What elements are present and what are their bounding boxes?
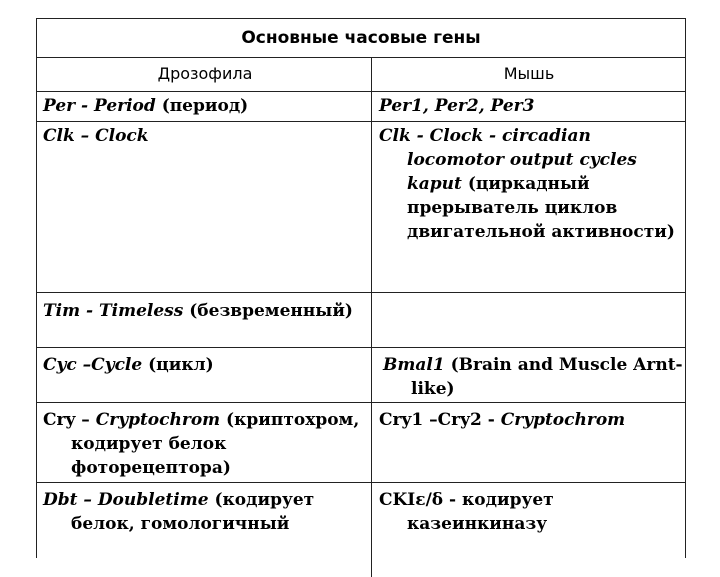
column-divider [371, 57, 372, 577]
mouse-gene-cry: Cry1 –Cry2 - Cryptochrom [379, 410, 626, 430]
mouse-gene-ck1: CKIε/δ - кодирует казеинкиназу [379, 490, 554, 534]
mouse-gene-per: Per1, Per2, Per3 [379, 96, 535, 116]
mouse-gene-bmal1: Bmal1 (Brain and Muscle Arnt-like) [383, 355, 683, 399]
drosophila-gene-cry: Cry – Cryptochrom (криптохром, кодирует белок фоторецептора) [43, 410, 360, 478]
clock-genes-table [36, 18, 686, 558]
row-divider [37, 292, 685, 293]
drosophila-gene-per: Per - Period (период) [43, 96, 249, 116]
row-divider [37, 402, 685, 403]
drosophila-gene-dbt: Dbt – Doubletime (кодирует белок, гомологичный [43, 490, 315, 534]
column-header-drosophila: Дрозофила [157, 64, 253, 83]
drosophila-gene-cyc: Cyc –Cycle (цикл) [43, 355, 214, 375]
row-divider [37, 347, 685, 348]
table-title: Основные часовые гены [37, 19, 685, 58]
drosophila-gene-clk: Clk – Clock [43, 126, 149, 146]
drosophila-gene-tim: Tim - Timeless (безвременный) [43, 301, 353, 321]
row-divider [37, 91, 685, 92]
row-divider [37, 482, 685, 483]
mouse-gene-clk: Clk - Clock - circadian locomotor output cycles kaput (циркадный прерыватель циклов двигательной активности) [379, 126, 675, 242]
column-header-mouse: Мышь [503, 64, 555, 83]
row-divider [37, 121, 685, 122]
